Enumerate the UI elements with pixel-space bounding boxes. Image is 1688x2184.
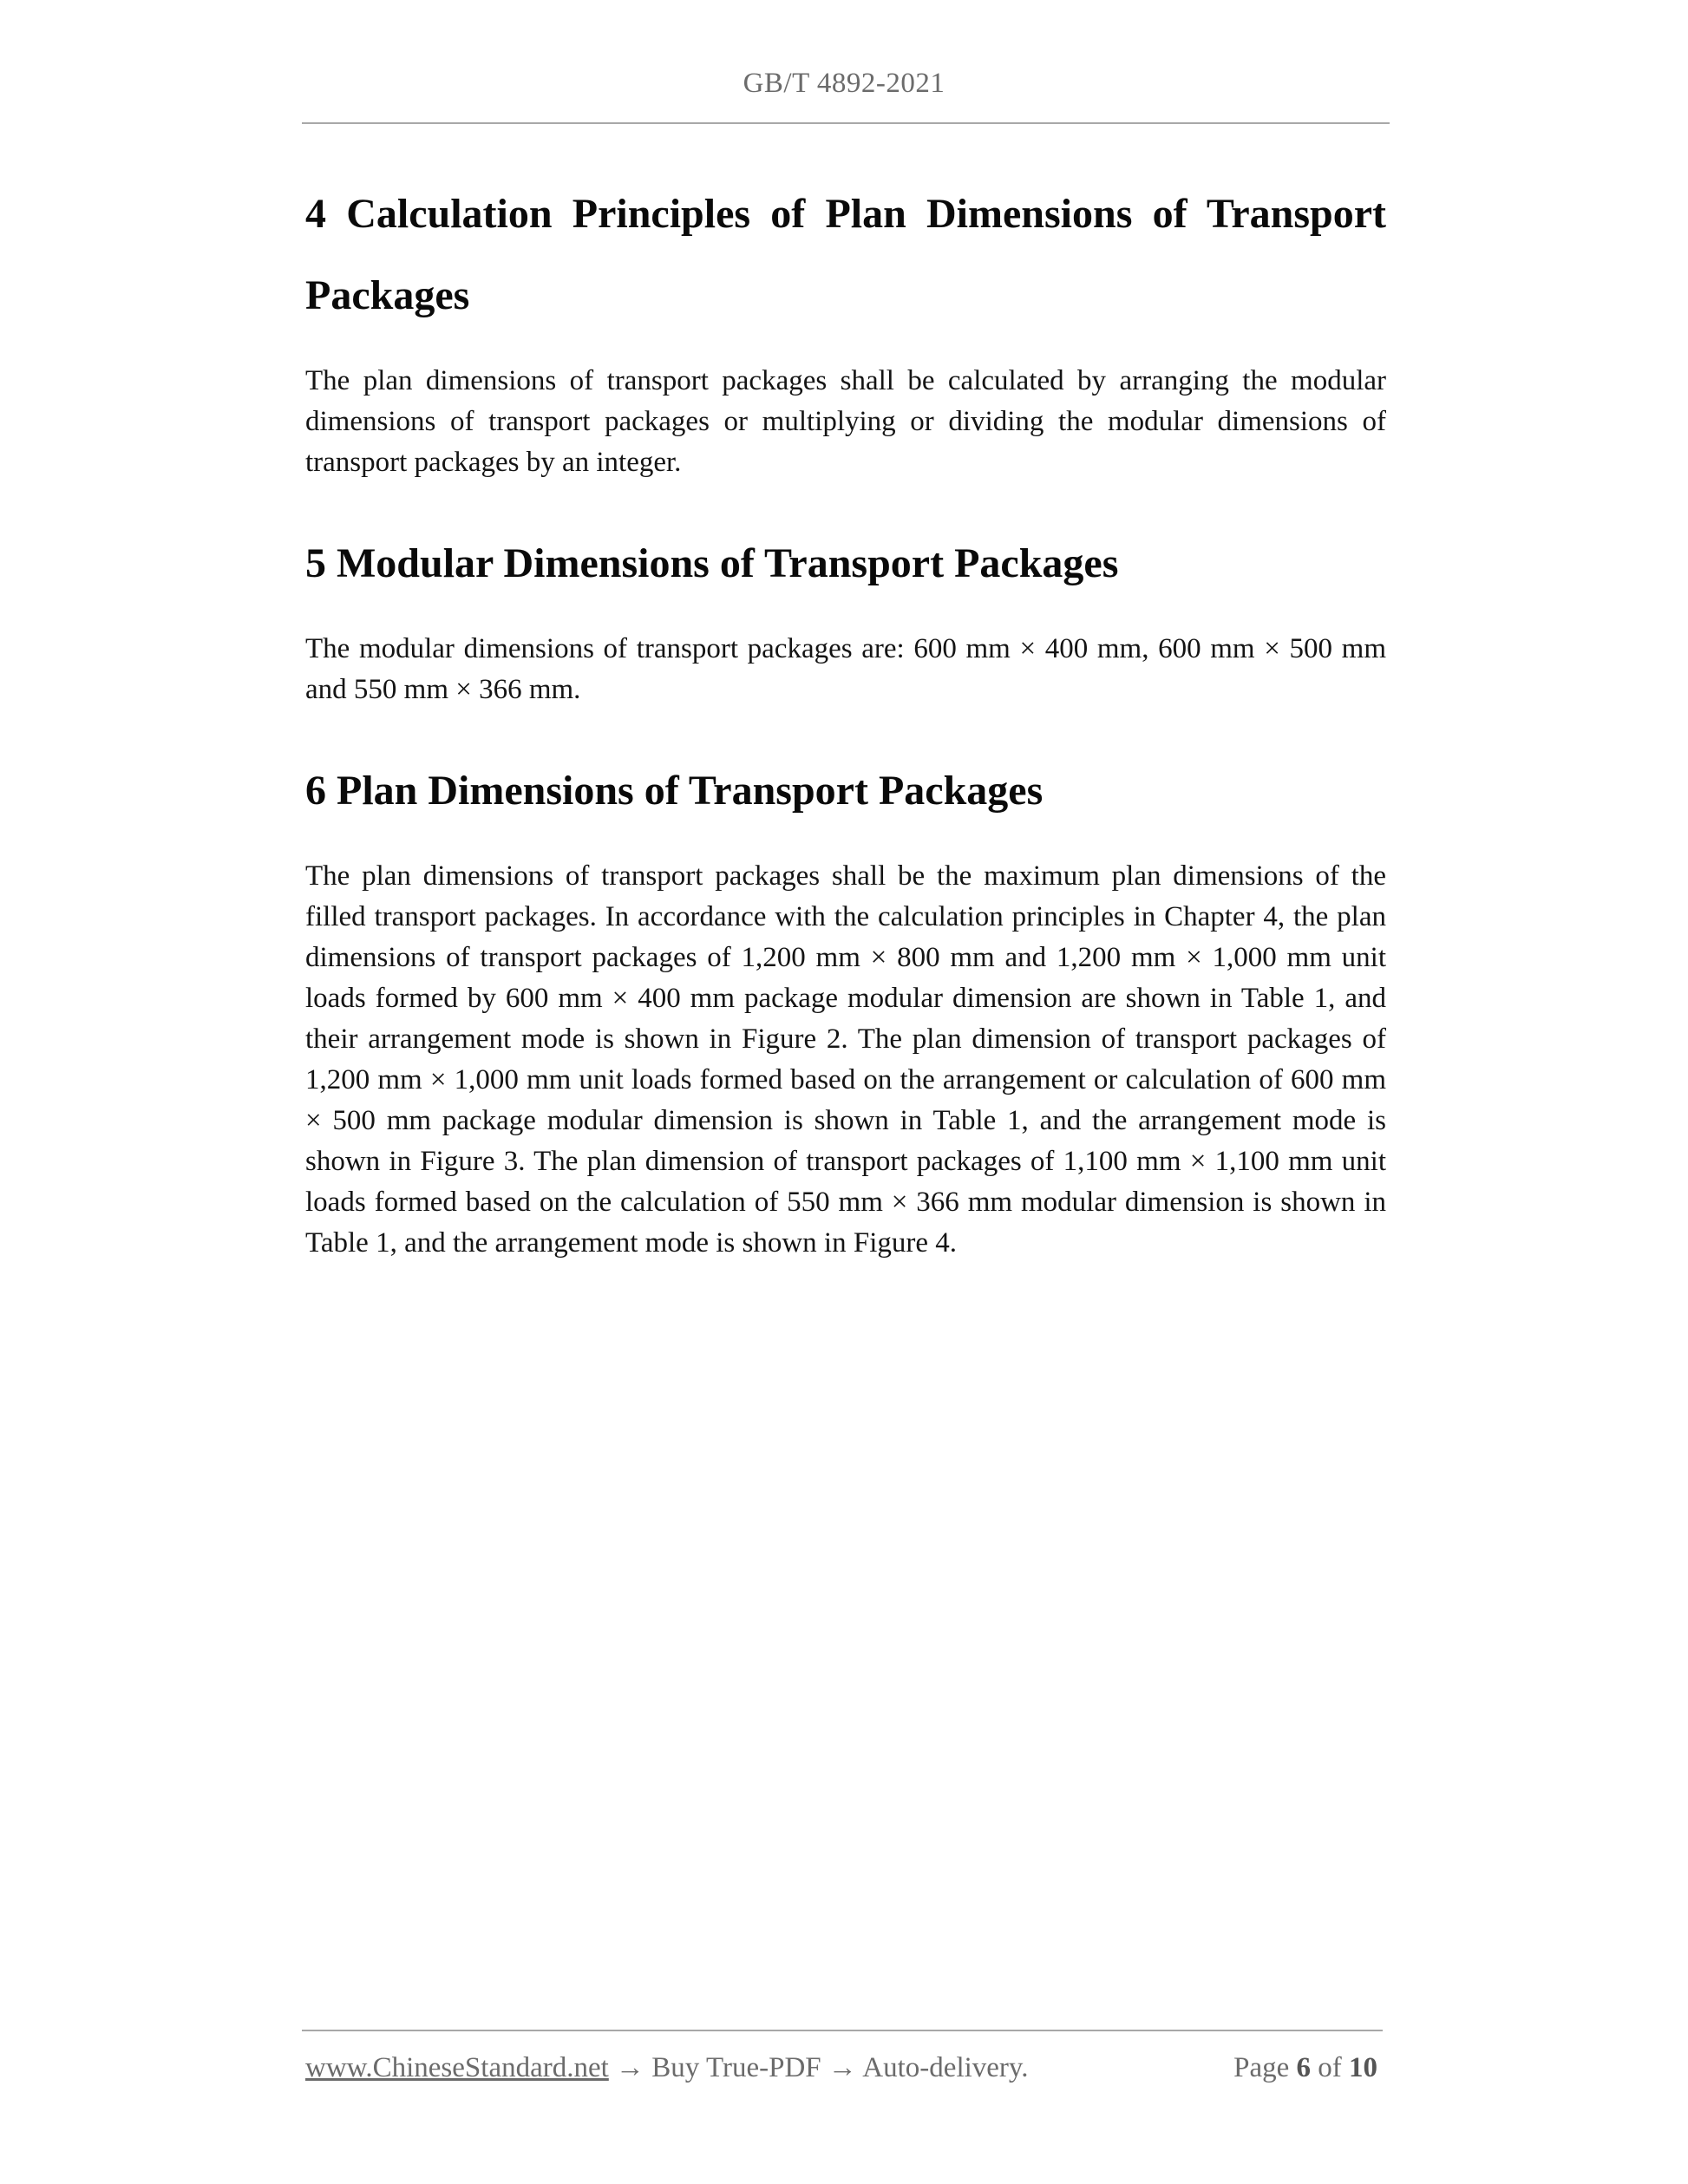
- spacer: [305, 337, 1386, 361]
- website-link[interactable]: www.ChineseStandard.net: [305, 2052, 609, 2083]
- footer-divider: [302, 2030, 1383, 2031]
- footer-promo: [305, 2052, 1029, 2084]
- footer-promo-text: → Buy True-PDF → Auto-delivery.: [608, 2052, 1029, 2083]
- header-divider: [302, 122, 1390, 124]
- spacer: [305, 483, 1386, 523]
- page-body: [305, 173, 1386, 1264]
- page-indicator: [1233, 2052, 1377, 2084]
- section-5-paragraph: The modular dimensions of transport packages are: 600 mm × 400 mm, 600 mm × 500 mm and 550 mm × 366 mm.: [305, 633, 1386, 705]
- page-label: Page: [1233, 2052, 1290, 2083]
- section-6-heading: 6 Plan Dimensions of Transport Packages: [305, 768, 1044, 814]
- spacer: [305, 605, 1386, 629]
- of-label: of: [1318, 2052, 1342, 2083]
- section-4-paragraph: The plan dimensions of transport packages shall be calculated by arranging the modular dimensions of transport packages or multiplying or dividing the modular dimensions of transport packages by an integer.: [305, 365, 1386, 478]
- running-header: GB/T 4892-2021: [743, 68, 945, 99]
- section-5-heading: 5 Modular Dimensions of Transport Packages: [305, 540, 1119, 586]
- total-pages: 10: [1349, 2052, 1377, 2083]
- spacer: [305, 710, 1386, 750]
- section-4-heading: 4 Calculation Principles of Plan Dimensions of Transport Packages: [305, 191, 1386, 318]
- current-page-number: 6: [1296, 2052, 1311, 2083]
- section-6-paragraph: The plan dimensions of transport packages shall be the maximum plan dimensions of the filled transport packages. In accordance with the calculation principles in Chapter 4, the plan dimensions of transport packages of 1,200 mm × 800 mm and 1,200 mm × 1,000 mm unit loads formed by 600 mm × 400 mm package modular dimension are shown in Table 1, and their arrangement mode is shown in Figure 2. The plan dimension of transport packages of 1,200 mm × 1,000 mm unit loads formed based on the arrangement or calculation of 600 mm × 500 mm package modular dimension is shown in Table 1, and the arrangement mode is shown in Figure 3. The plan dimension of transport packages of 1,100 mm × 1,100 mm unit loads formed based on the calculation of 550 mm × 366 mm modular dimension is shown in Table 1, and the arrangement mode is shown in Figure 4.: [305, 860, 1386, 1259]
- spacer: [305, 832, 1386, 856]
